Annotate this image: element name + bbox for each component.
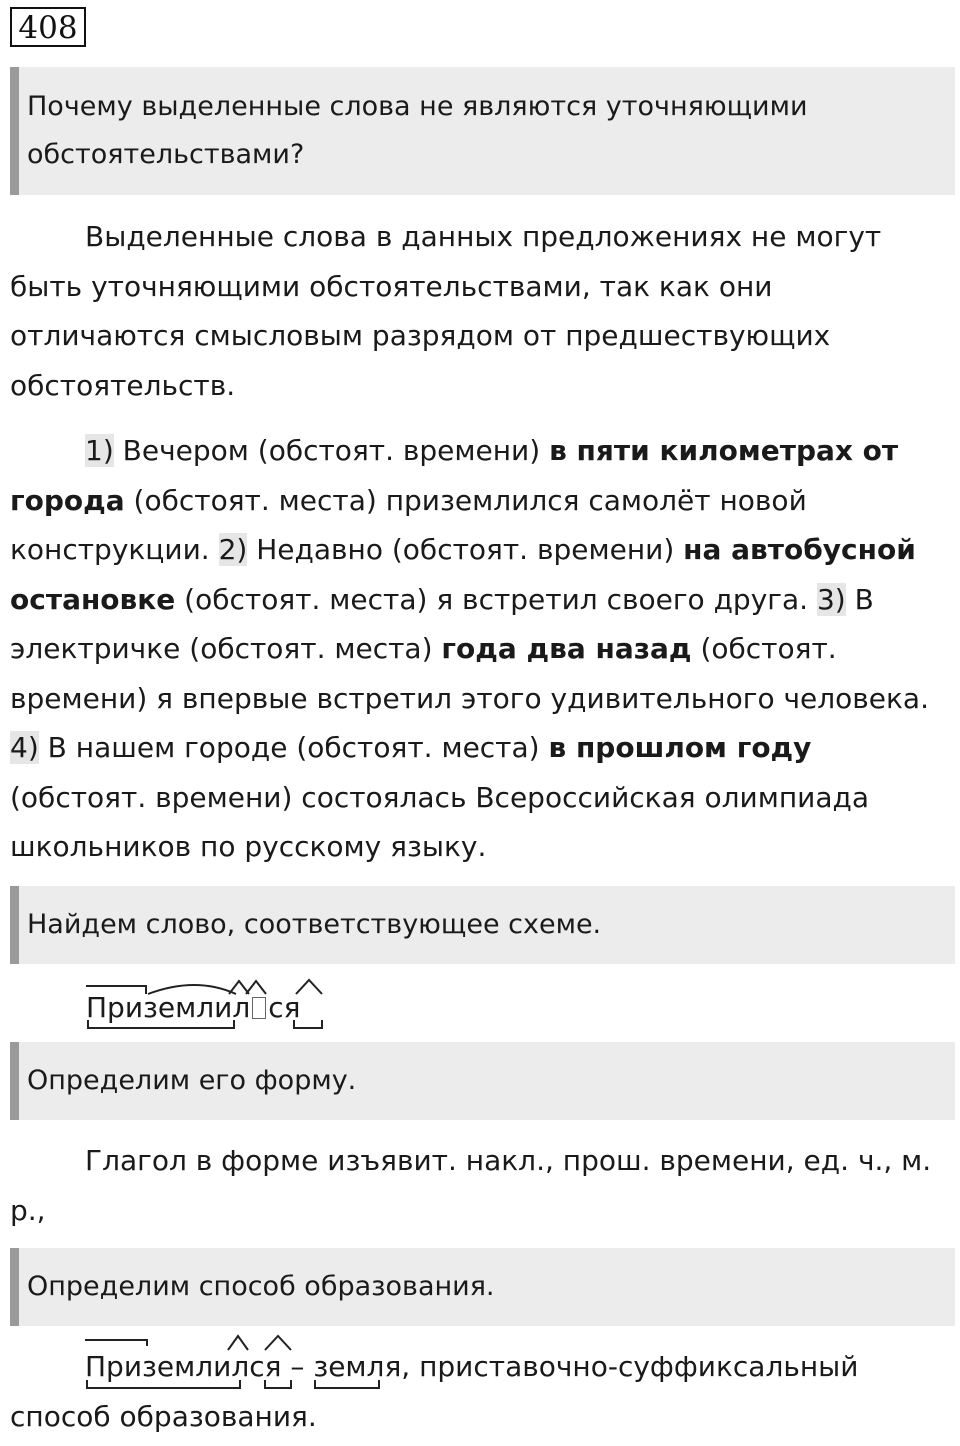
examples-paragraph [10, 426, 955, 872]
example-number: 1) [85, 434, 114, 467]
example-text: (обстоят. места) я встретил своего друга. [175, 582, 817, 616]
example-text: В нашем городе (обстоят. места) [38, 731, 549, 764]
root-word-text: земля [313, 1350, 402, 1383]
question-formation-method: Определим способ образования. [10, 1248, 955, 1326]
form-answer: Глагол в форме изъявит. накл., прош. времени, ед. ч., м. р., [10, 1144, 932, 1227]
example-bold: в пяти километрах от города [10, 434, 899, 517]
example-text: Вечером (обстоят. времени) [113, 434, 550, 467]
scheme-word-part: Приземлил [86, 991, 251, 1024]
analyzed-word [85, 1342, 282, 1392]
question-why-not-clarifying: Почему выделенные слова не являются уточняющими обстоятельствами? [10, 67, 955, 195]
example-number: 2) [218, 533, 248, 566]
root-word [313, 1342, 401, 1392]
dash: – [281, 1350, 314, 1383]
example-text: В электричке (обстоят. места) [10, 582, 874, 665]
formation-answer [10, 1342, 955, 1441]
example-text: (обстоят. времени) состоялась Всероссийская олимпиада школьников по русскому языку. [10, 780, 870, 863]
example-bold: года два назад [441, 632, 692, 665]
example-bold: на автобусной остановке [10, 533, 916, 616]
example-4 [10, 731, 869, 863]
root-word-marks [313, 1336, 393, 1396]
formation-rest: , приставочно-суффиксальный способ образования. [10, 1350, 859, 1433]
formation-marks [85, 1336, 305, 1396]
example-number: 4) [10, 731, 39, 764]
null-ending-box [252, 997, 266, 1019]
example-text: (обстоят. времени) я впервые встретил этого удивительного человека. [10, 632, 929, 715]
question-find-word: Найдем слово, соответствующее схеме. [10, 886, 955, 964]
example-text: (обстоят. места) приземлился самолёт новой конструкции. [10, 483, 807, 566]
task-number: 408 [10, 7, 86, 47]
analyzed-word-text: Приземлился [85, 1350, 282, 1383]
example-bold: в прошлом году [548, 731, 812, 764]
question-define-form: Определим его форму. [10, 1042, 955, 1120]
morpheme-scheme-word [86, 984, 346, 1032]
scheme-word-postfix: ся [268, 991, 301, 1024]
answer-explanation: Выделенные слова в данных предложениях не могут быть уточняющими обстоятельствами, так как они отличаются смысловым разрядом от предшествующих обстоятельств. [10, 220, 882, 402]
example-number: 3) [816, 582, 846, 616]
example-text: Недавно (обстоят. времени) [247, 533, 684, 566]
